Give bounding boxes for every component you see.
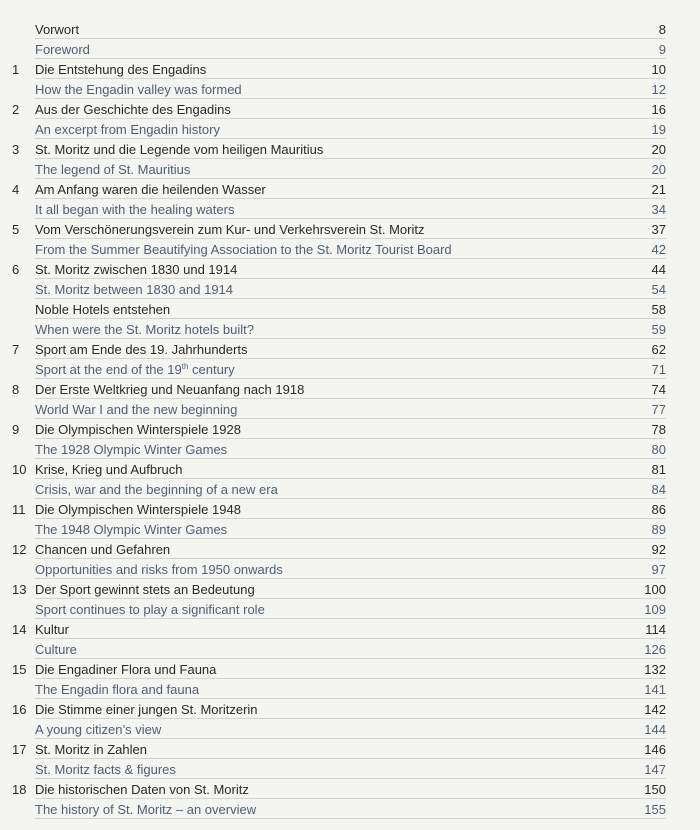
toc-entry-english[interactable] (0, 720, 700, 740)
row-divider (35, 738, 666, 739)
toc-entry-english[interactable] (0, 80, 700, 100)
toc-entry-german[interactable] (0, 60, 700, 80)
chapter-number: 12 (12, 542, 27, 557)
page-number: 9 (658, 42, 666, 57)
entry-title: St. Moritz facts & figures (35, 762, 176, 777)
entry-title-text-after: century (188, 362, 235, 377)
page-number: 132 (644, 662, 666, 677)
page-number: 92 (651, 542, 666, 557)
row-divider (35, 258, 666, 259)
row-divider (35, 698, 666, 699)
page-number: 142 (644, 702, 666, 717)
row-divider (35, 418, 666, 419)
entry-title: Noble Hotels entstehen (35, 302, 171, 317)
entry-title: Kultur (35, 622, 69, 637)
entry-title: The history of St. Moritz – an overview (35, 802, 257, 817)
chapter-number: 9 (12, 422, 20, 437)
toc-entry-english[interactable] (0, 800, 700, 820)
entry-title: Aus der Geschichte des Engadins (35, 102, 231, 117)
entry-title: Krise, Krieg und Aufbruch (35, 462, 183, 477)
row-divider (35, 798, 666, 799)
page-number: 100 (644, 582, 666, 597)
row-divider (35, 818, 666, 819)
page-number: 86 (651, 502, 666, 517)
toc-entry-german[interactable] (0, 700, 700, 720)
toc-entry-english[interactable] (0, 200, 700, 220)
row-divider (35, 158, 666, 159)
entry-title: Sport continues to play a significant role (35, 602, 265, 617)
entry-title: Vorwort (35, 22, 80, 37)
toc-entry-english[interactable] (0, 240, 700, 260)
page-number: 89 (651, 522, 666, 537)
page-number: 144 (644, 722, 666, 737)
entry-title: Crisis, war and the beginning of a new era (35, 482, 278, 497)
page-number: 20 (651, 162, 666, 177)
toc-entry-english[interactable] (0, 360, 700, 380)
toc-entry-german[interactable] (0, 540, 700, 560)
entry-title: Die historischen Daten von St. Moritz (35, 782, 249, 797)
page-number: 10 (651, 62, 666, 77)
page-number: 141 (644, 682, 666, 697)
chapter-number: 5 (12, 222, 20, 237)
row-divider (35, 198, 666, 199)
row-divider (35, 758, 666, 759)
chapter-number: 6 (12, 262, 20, 277)
page-number: 81 (651, 462, 666, 477)
toc-entry-english[interactable] (0, 280, 700, 300)
toc-entry-german[interactable] (0, 420, 700, 440)
row-divider (35, 578, 666, 579)
chapter-number: 11 (12, 502, 26, 517)
toc-entry-german[interactable] (0, 740, 700, 760)
row-divider (35, 358, 666, 359)
page-number: 126 (644, 642, 666, 657)
row-divider (35, 438, 666, 439)
page-number: 71 (651, 362, 666, 377)
entry-title: The Engadin flora and fauna (35, 682, 200, 697)
row-divider (35, 398, 666, 399)
page-number: 59 (651, 322, 666, 337)
toc-entry-english[interactable] (0, 640, 700, 660)
row-divider (35, 658, 666, 659)
chapter-number: 16 (12, 702, 27, 717)
page-number: 109 (644, 602, 666, 617)
entry-title: St. Moritz between 1830 and 1914 (35, 282, 234, 297)
toc-entry-german[interactable] (0, 660, 700, 680)
chapter-number: 13 (12, 582, 27, 597)
page-number: 77 (651, 402, 666, 417)
entry-title: St. Moritz in Zahlen (35, 742, 147, 757)
page-number: 78 (651, 422, 666, 437)
toc-entry-german[interactable] (0, 500, 700, 520)
row-divider (35, 38, 666, 39)
entry-title: Die Stimme einer jungen St. Moritzerin (35, 702, 258, 717)
entry-title: Vom Verschönerungsverein zum Kur- und Verkehrsverein St. Moritz (35, 222, 425, 237)
row-divider (35, 218, 666, 219)
page-number: 80 (651, 442, 666, 457)
entry-title-superscript: th (181, 362, 189, 371)
entry-title: Der Sport gewinnt stets an Bedeutung (35, 582, 255, 597)
toc-entry-english[interactable] (0, 400, 700, 420)
entry-title-text: Sport at the end of the 19 (35, 362, 182, 377)
toc-entry-english[interactable] (0, 160, 700, 180)
entry-title: World War I and the new beginning (35, 402, 238, 417)
row-divider (35, 678, 666, 679)
chapter-number: 4 (12, 182, 20, 197)
toc-entry-english[interactable] (0, 680, 700, 700)
entry-title: An excerpt from Engadin history (35, 122, 220, 137)
chapter-number: 15 (12, 662, 27, 677)
entry-title: Sport am Ende des 19. Jahrhunderts (35, 342, 248, 357)
entry-title: Foreword (35, 42, 90, 57)
page-number: 12 (651, 82, 666, 97)
page-number: 58 (651, 302, 666, 317)
entry-title: Am Anfang waren die heilenden Wasser (35, 182, 266, 197)
entry-title: Der Erste Weltkrieg und Neuanfang nach 1918 (35, 382, 305, 397)
row-divider (35, 558, 666, 559)
entry-title: How the Engadin valley was formed (35, 82, 242, 97)
row-divider (35, 538, 666, 539)
entry-title: Die Olympischen Winterspiele 1928 (35, 422, 241, 437)
chapter-number: 14 (12, 622, 27, 637)
row-divider (35, 118, 666, 119)
page-number: 37 (651, 222, 666, 237)
toc-entry-english[interactable] (0, 560, 700, 580)
page-number: 42 (651, 242, 666, 257)
row-divider (35, 58, 666, 59)
toc-entry-english[interactable] (0, 440, 700, 460)
row-divider (35, 178, 666, 179)
row-divider (35, 278, 666, 279)
row-divider (35, 238, 666, 239)
toc-entry-german[interactable] (0, 780, 700, 800)
page-number: 84 (651, 482, 666, 497)
toc-entry-english[interactable] (0, 320, 700, 340)
page-number: 146 (644, 742, 666, 757)
entry-title: Die Entstehung des Engadins (35, 62, 207, 77)
toc-entry-german[interactable] (0, 220, 700, 240)
toc-entry-english[interactable] (0, 120, 700, 140)
toc-entry-german[interactable] (0, 180, 700, 200)
chapter-number: 1 (12, 62, 20, 77)
toc-entry-german[interactable] (0, 620, 700, 640)
page-number: 155 (644, 802, 666, 817)
entry-title (35, 360, 235, 380)
toc-entry-english[interactable] (0, 760, 700, 780)
page-number: 16 (651, 102, 666, 117)
page-number: 74 (651, 382, 666, 397)
row-divider (35, 778, 666, 779)
entry-title: Die Engadiner Flora und Fauna (35, 662, 217, 677)
chapter-number: 17 (12, 742, 27, 757)
table-of-contents (0, 20, 700, 820)
row-divider (35, 638, 666, 639)
entry-title: Opportunities and risks from 1950 onwards (35, 562, 283, 577)
page-number: 114 (645, 622, 666, 637)
row-divider (35, 138, 666, 139)
entry-title: When were the St. Moritz hotels built? (35, 322, 254, 337)
chapter-number: 3 (12, 142, 20, 157)
entry-title: Die Olympischen Winterspiele 1948 (35, 502, 241, 517)
entry-title: The 1948 Olympic Winter Games (35, 522, 228, 537)
row-divider (35, 598, 666, 599)
entry-title: From the Summer Beautifying Association to the St. Moritz Tourist Board (35, 242, 452, 257)
page-number: 44 (651, 262, 666, 277)
page-number: 150 (644, 782, 666, 797)
toc-entry-german[interactable] (0, 20, 700, 40)
page-number: 147 (644, 762, 666, 777)
page-number: 34 (651, 202, 666, 217)
toc-entry-english[interactable] (0, 520, 700, 540)
page-number: 21 (651, 182, 666, 197)
row-divider (35, 318, 666, 319)
row-divider (35, 98, 666, 99)
entry-title: Chancen und Gefahren (35, 542, 171, 557)
toc-entry-german[interactable] (0, 260, 700, 280)
row-divider (35, 498, 666, 499)
toc-entry-english[interactable] (0, 600, 700, 620)
page-number: 8 (658, 22, 666, 37)
chapter-number: 18 (12, 782, 27, 797)
toc-entry-english[interactable] (0, 480, 700, 500)
toc-entry-german[interactable] (0, 580, 700, 600)
chapter-number: 7 (12, 342, 20, 357)
entry-title: The 1928 Olympic Winter Games (35, 442, 228, 457)
page-number: 54 (651, 282, 666, 297)
toc-entry-english[interactable] (0, 40, 700, 60)
row-divider (35, 718, 666, 719)
row-divider (35, 478, 666, 479)
entry-title: A young citizen’s view (35, 722, 162, 737)
entry-title: St. Moritz zwischen 1830 und 1914 (35, 262, 238, 277)
page-number: 62 (651, 342, 666, 357)
chapter-number: 2 (12, 102, 20, 117)
row-divider (35, 518, 666, 519)
entry-title: St. Moritz und die Legende vom heiligen Mauritius (35, 142, 324, 157)
page-number: 97 (651, 562, 666, 577)
row-divider (35, 78, 666, 79)
toc-entry-german[interactable] (0, 300, 700, 320)
entry-title: It all began with the healing waters (35, 202, 235, 217)
row-divider (35, 458, 666, 459)
chapter-number: 8 (12, 382, 20, 397)
entry-title: The legend of St. Mauritius (35, 162, 191, 177)
row-divider (35, 378, 666, 379)
toc-entry-german[interactable] (0, 460, 700, 480)
page-number: 20 (651, 142, 666, 157)
toc-entry-german[interactable] (0, 140, 700, 160)
row-divider (35, 618, 666, 619)
toc-entry-german[interactable] (0, 340, 700, 360)
toc-entry-german[interactable] (0, 100, 700, 120)
entry-title: Culture (35, 642, 77, 657)
row-divider (35, 338, 666, 339)
chapter-number: 10 (12, 462, 27, 477)
toc-entry-german[interactable] (0, 380, 700, 400)
row-divider (35, 298, 666, 299)
page-number: 19 (651, 122, 666, 137)
